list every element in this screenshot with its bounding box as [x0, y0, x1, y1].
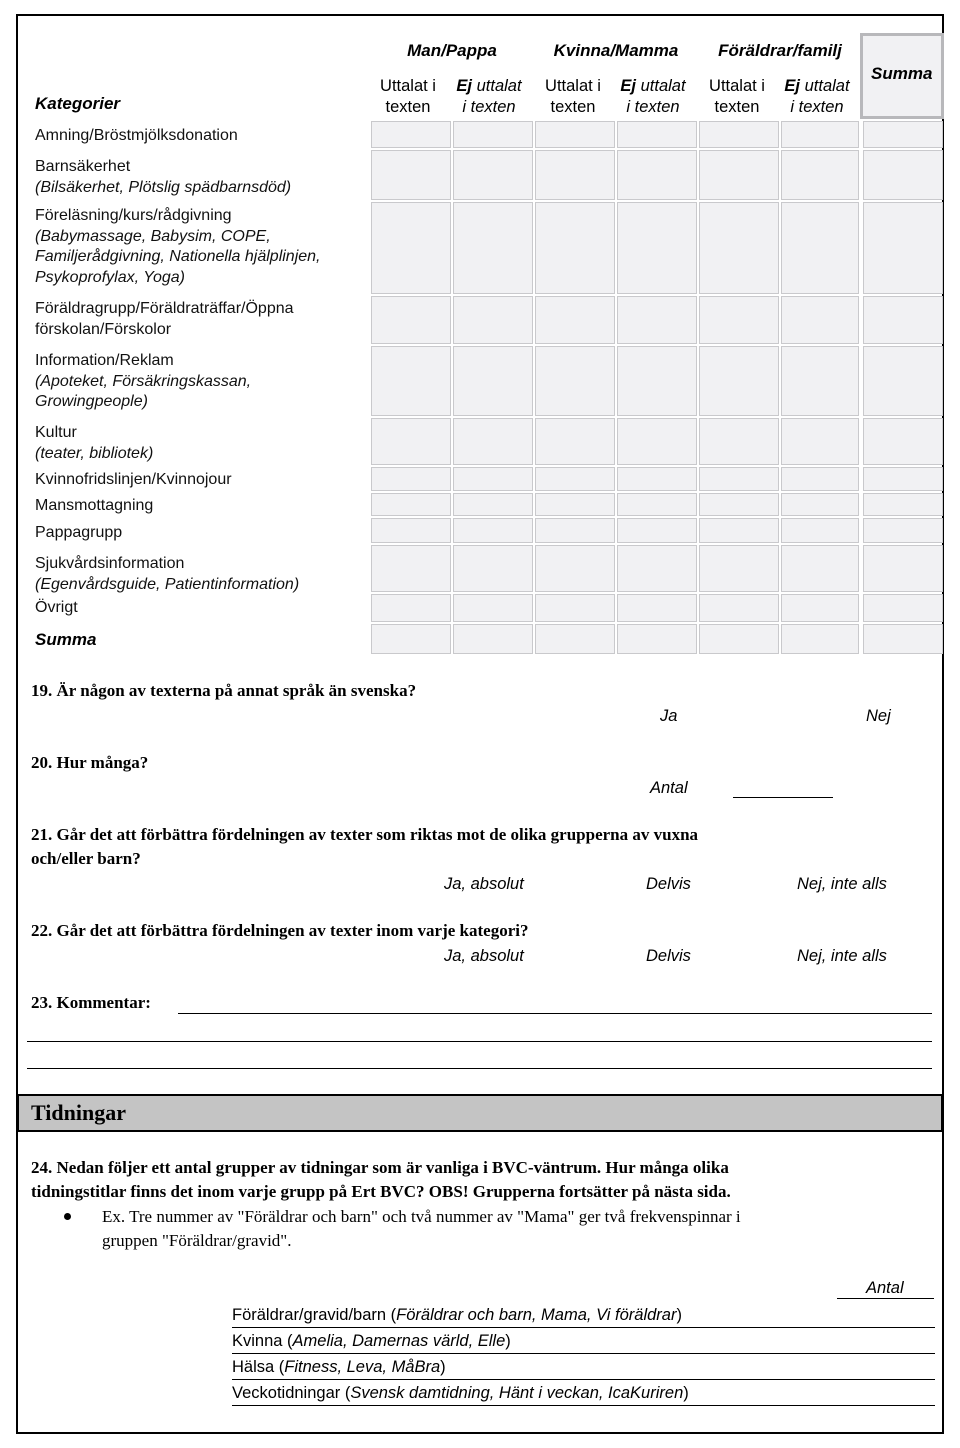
subheader-stated-man: Uttalat i texten	[380, 77, 436, 116]
q22-delvis-option[interactable]: Delvis	[646, 947, 691, 965]
count-cell[interactable]	[453, 594, 533, 622]
comment-line-3[interactable]	[27, 1068, 932, 1069]
count-cell[interactable]	[699, 296, 779, 344]
count-cell[interactable]	[453, 518, 533, 543]
q22-ja-absolut-option[interactable]: Ja, absolut	[444, 947, 524, 965]
count-cell[interactable]	[371, 121, 451, 148]
group-header-kvinna: Kvinna/Mamma	[553, 41, 679, 60]
category-foraldragrupp: Föräldragrupp/Föräldraträffar/Öppna förskolan/Förskolor	[35, 300, 294, 338]
count-cell[interactable]	[699, 121, 779, 148]
count-cell[interactable]	[535, 467, 615, 491]
count-cell[interactable]	[781, 624, 859, 654]
count-cell[interactable]	[453, 150, 533, 200]
comment-line-2[interactable]	[27, 1041, 932, 1042]
count-cell[interactable]	[535, 346, 615, 416]
subheader-not-stated-foraldrar: Ej uttalat i texten	[784, 77, 850, 116]
q21-delvis-option[interactable]: Delvis	[646, 875, 691, 893]
count-cell[interactable]	[863, 296, 943, 344]
category-forelasning: Föreläsning/kurs/rådgivning (Babymassage, Babysim, COPE, Familjerådgivning, Nationella hjälplinjen, Psykoprofylax, Yoga)	[35, 207, 321, 286]
category-kultur: Kultur (teater, bibliotek)	[35, 424, 154, 462]
subheader-stated-foraldrar: Uttalat i texten	[709, 77, 765, 116]
count-cell[interactable]	[781, 202, 859, 294]
category-sjukvard: Sjukvårdsinformation (Egenvårdsguide, Patientinformation)	[35, 555, 300, 593]
count-cell[interactable]	[617, 418, 697, 465]
count-cell[interactable]	[781, 346, 859, 416]
count-cell[interactable]	[617, 624, 697, 654]
count-cell[interactable]	[453, 418, 533, 465]
q21-nej-option[interactable]: Nej, inte alls	[797, 875, 887, 893]
count-cell[interactable]	[863, 493, 943, 516]
count-cell[interactable]	[863, 418, 943, 465]
count-cell[interactable]	[699, 594, 779, 622]
section-title: Tidningar	[31, 1100, 126, 1125]
count-cell[interactable]	[863, 545, 943, 592]
count-cell[interactable]	[617, 150, 697, 200]
q21-ja-absolut-option[interactable]: Ja, absolut	[444, 875, 524, 893]
bullet-icon	[64, 1213, 71, 1220]
question-23: 23. Kommentar:	[31, 993, 151, 1012]
summa-row-label: Summa	[35, 630, 97, 649]
count-cell[interactable]	[781, 296, 859, 344]
q19-ja-option[interactable]: Ja	[660, 707, 678, 725]
count-cell[interactable]	[617, 518, 697, 543]
count-cell[interactable]	[371, 150, 451, 200]
category-amning: Amning/Bröstmjölksdonation	[35, 127, 238, 144]
count-cell[interactable]	[371, 545, 451, 592]
count-cell[interactable]	[781, 545, 859, 592]
count-cell[interactable]	[863, 202, 943, 294]
q22-nej-option[interactable]: Nej, inte alls	[797, 947, 887, 965]
count-cell[interactable]	[863, 594, 943, 622]
q24-antal-underline	[837, 1298, 934, 1299]
count-cell[interactable]	[371, 493, 451, 516]
count-cell[interactable]	[453, 121, 533, 148]
count-cell[interactable]	[535, 121, 615, 148]
count-cell[interactable]	[617, 493, 697, 516]
count-cell[interactable]	[371, 594, 451, 622]
comment-line-1[interactable]	[178, 1013, 932, 1014]
count-cell[interactable]	[699, 624, 779, 654]
count-cell[interactable]	[699, 467, 779, 491]
count-cell[interactable]	[535, 202, 615, 294]
count-cell[interactable]	[699, 202, 779, 294]
count-cell[interactable]	[453, 346, 533, 416]
subheader-not-stated-man: Ej uttalat i texten	[456, 77, 522, 116]
count-cell[interactable]	[453, 202, 533, 294]
count-cell[interactable]	[535, 296, 615, 344]
count-cell[interactable]	[699, 150, 779, 200]
count-cell[interactable]	[617, 594, 697, 622]
category-ovrigt: Övrigt	[35, 599, 78, 616]
category-kvinnofrid: Kvinnofridslinjen/Kvinnojour	[35, 471, 232, 488]
count-cell[interactable]	[863, 518, 943, 543]
question-19: 19. Är någon av texterna på annat språk än svenska?	[31, 681, 417, 700]
count-cell[interactable]	[781, 121, 859, 148]
q20-antal-field[interactable]	[733, 797, 833, 798]
magazine-group-halsa[interactable]: Hälsa (Fitness, Leva, MåBra)	[232, 1355, 935, 1380]
count-cell[interactable]	[617, 545, 697, 592]
q24-antal-label: Antal	[866, 1279, 904, 1297]
count-cell[interactable]	[781, 594, 859, 622]
q20-antal-label: Antal	[650, 779, 688, 797]
count-cell[interactable]	[699, 493, 779, 516]
count-cell[interactable]	[863, 150, 943, 200]
group-header-foraldrar: Föräldrar/familj	[718, 41, 842, 60]
count-cell[interactable]	[617, 467, 697, 491]
question-22: 22. Går det att förbättra fördelningen av texter inom varje kategori?	[31, 921, 529, 940]
count-cell[interactable]	[781, 467, 859, 491]
category-information: Information/Reklam (Apoteket, Försäkringskassan, Growingpeople)	[35, 352, 252, 410]
count-cell[interactable]	[535, 150, 615, 200]
magazine-group-kvinna[interactable]: Kvinna (Amelia, Damernas värld, Elle)	[232, 1329, 935, 1354]
q24-example: Ex. Tre nummer av "Föräldrar och barn" och två nummer av "Mama" ger två frekvenspinnar i gruppen "Föräldrar/gravid".	[102, 1207, 741, 1250]
q19-nej-option[interactable]: Nej	[866, 707, 891, 725]
count-cell[interactable]	[453, 624, 533, 654]
magazine-group-veckotidningar[interactable]: Veckotidningar (Svensk damtidning, Hänt i veckan, IcaKuriren)	[232, 1381, 935, 1406]
count-cell[interactable]	[535, 624, 615, 654]
count-cell[interactable]	[863, 624, 943, 654]
count-cell[interactable]	[535, 493, 615, 516]
count-cell[interactable]	[453, 545, 533, 592]
category-mansmottagning: Mansmottagning	[35, 497, 154, 514]
group-header-man: Man/Pappa	[407, 41, 497, 60]
count-cell[interactable]	[371, 296, 451, 344]
count-cell[interactable]	[535, 418, 615, 465]
summa-header: Summa	[871, 64, 933, 83]
question-24: 24. Nedan följer ett antal grupper av tidningar som är vanliga i BVC-väntrum. Hur många olika tidningstitlar finns det inom varje grupp på Ert BVC? OBS! Grupperna fortsätter på nästa sida.	[31, 1158, 731, 1201]
magazine-group-foraldrar[interactable]: Föräldrar/gravid/barn (Föräldrar och barn, Mama, Vi föräldrar)	[232, 1303, 935, 1328]
category-barnsakerhet: Barnsäkerhet (Bilsäkerhet, Plötslig spädbarnsdöd)	[35, 158, 292, 196]
count-cell[interactable]	[371, 418, 451, 465]
count-cell[interactable]	[535, 518, 615, 543]
count-cell[interactable]	[863, 467, 943, 491]
count-cell[interactable]	[371, 624, 451, 654]
count-cell[interactable]	[535, 594, 615, 622]
section-bar	[17, 1094, 943, 1132]
subheader-stated-kvinna: Uttalat i texten	[545, 77, 601, 116]
count-cell[interactable]	[699, 418, 779, 465]
question-21: 21. Går det att förbättra fördelningen av texter som riktas mot de olika grupperna av vuxna och/eller barn?	[31, 825, 699, 868]
count-cell[interactable]	[781, 150, 859, 200]
count-cell[interactable]	[863, 346, 943, 416]
count-cell[interactable]	[617, 121, 697, 148]
count-cell[interactable]	[453, 296, 533, 344]
category-pappagrupp: Pappagrupp	[35, 524, 123, 541]
count-cell[interactable]	[699, 545, 779, 592]
count-cell[interactable]	[371, 467, 451, 491]
count-cell[interactable]	[371, 518, 451, 543]
count-cell[interactable]	[863, 121, 943, 148]
count-cell[interactable]	[453, 493, 533, 516]
count-cell[interactable]	[617, 296, 697, 344]
count-cell[interactable]	[535, 545, 615, 592]
count-cell[interactable]	[699, 518, 779, 543]
count-cell[interactable]	[617, 202, 697, 294]
count-cell[interactable]	[781, 418, 859, 465]
count-cell[interactable]	[371, 202, 451, 294]
count-cell[interactable]	[781, 518, 859, 543]
count-cell[interactable]	[781, 493, 859, 516]
subheader-not-stated-kvinna: Ej uttalat i texten	[620, 77, 686, 116]
kategorier-header: Kategorier	[35, 94, 121, 113]
count-cell[interactable]	[699, 346, 779, 416]
question-20: 20. Hur många?	[31, 753, 149, 772]
count-cell[interactable]	[617, 346, 697, 416]
count-cell[interactable]	[371, 346, 451, 416]
count-cell[interactable]	[453, 467, 533, 491]
